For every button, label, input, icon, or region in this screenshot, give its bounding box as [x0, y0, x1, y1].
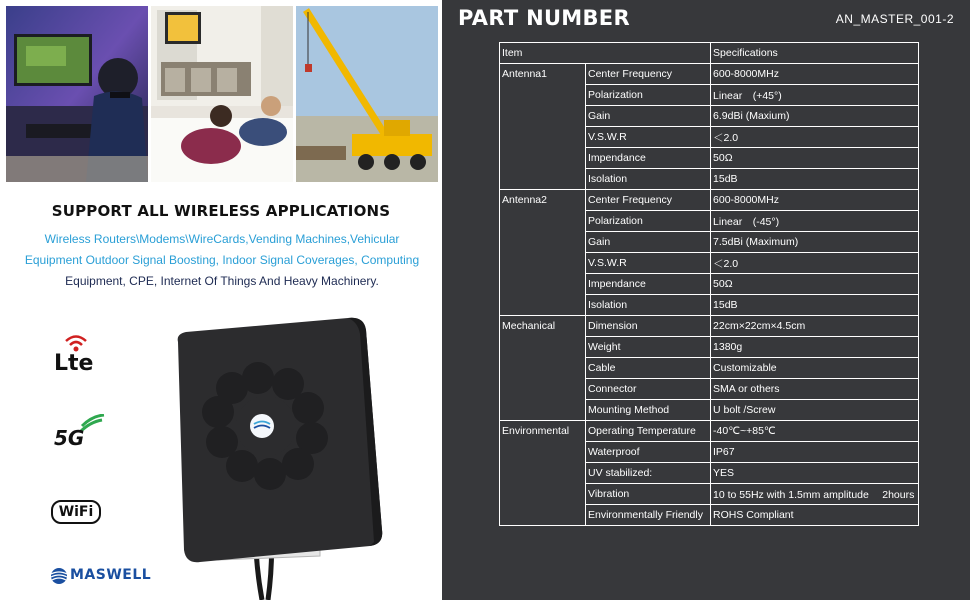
spec-parameter: Center Frequency — [586, 190, 711, 211]
table-row — [500, 316, 919, 337]
spec-parameter: V.S.W.R — [586, 127, 711, 148]
spec-value: 22cm×22cm×4.5cm — [711, 316, 919, 337]
spec-parameter: Cable — [586, 358, 711, 379]
5g-logo-text: 5G — [54, 426, 85, 450]
gaming-photo — [6, 6, 148, 182]
spec-value: ＜2.0 — [711, 253, 919, 274]
spec-parameter: UV stabilized: — [586, 463, 711, 484]
spec-parameter: Vibration — [586, 484, 711, 505]
spec-value: 1380g — [711, 337, 919, 358]
spec-parameter: Impendance — [586, 274, 711, 295]
spec-value: 50Ω — [711, 148, 919, 169]
description-line: Equipment Outdoor Signal Boosting, Indoor Signal Coverages, Computing — [24, 253, 420, 267]
spec-parameter: Gain — [586, 232, 711, 253]
spec-parameter: Center Frequency — [586, 64, 711, 85]
spec-value: SMA or others — [711, 379, 919, 400]
spec-group-name: Antenna2 — [500, 190, 586, 316]
spec-parameter: Impendance — [586, 148, 711, 169]
spec-parameter: Weight — [586, 337, 711, 358]
spec-value: Linear (-45°) — [711, 211, 919, 232]
spec-parameter: Polarization — [586, 85, 711, 106]
header-specifications: Specifications — [711, 43, 919, 64]
applications-description — [10, 229, 434, 292]
table-row — [500, 421, 919, 442]
antenna-product-image — [170, 316, 390, 600]
lte-signal-icon — [52, 334, 102, 352]
spec-value: ＜2.0 — [711, 127, 919, 148]
spec-parameter: Polarization — [586, 211, 711, 232]
spec-parameter: V.S.W.R — [586, 253, 711, 274]
spec-value: U bolt /Screw — [711, 400, 919, 421]
spec-value: ROHS Compliant — [711, 505, 919, 526]
wifi-logo-frame — [51, 500, 101, 524]
spec-value: 600-8000MHz — [711, 64, 919, 85]
spec-value: IP67 — [711, 442, 919, 463]
description-line: Equipment, CPE, Internet Of Things And Heavy Machinery. — [65, 274, 379, 288]
spec-parameter: Environmentally Friendly — [586, 505, 711, 526]
5g-logo — [54, 414, 106, 450]
spec-parameter: Waterproof — [586, 442, 711, 463]
spec-group-name: Environmental — [500, 421, 586, 526]
lte-logo — [52, 334, 102, 380]
spec-value: Linear (+45°) — [711, 85, 919, 106]
spec-value: 600-8000MHz — [711, 190, 919, 211]
header-item: Item — [500, 43, 711, 64]
spec-group-name: Mechanical — [500, 316, 586, 421]
lte-logo-text: Lte — [54, 351, 94, 376]
table-row — [500, 190, 919, 211]
part-number-code: AN_MASTER_001-2 — [835, 12, 954, 26]
spec-parameter: Isolation — [586, 169, 711, 190]
spec-parameter: Gain — [586, 106, 711, 127]
maswell-globe-icon — [50, 567, 68, 585]
spec-value: 15dB — [711, 295, 919, 316]
wifi-logo — [51, 500, 101, 524]
table-header-row — [500, 43, 919, 64]
maswell-logo-text: MASWELL — [70, 567, 152, 583]
spec-value: 7.5dBi (Maximum) — [711, 232, 919, 253]
spec-value: 10 to 55Hz with 1.5mm amplitude 2hours — [711, 484, 919, 505]
spec-table — [499, 42, 919, 526]
crane-photo — [296, 6, 438, 182]
spec-parameter: Operating Temperature — [586, 421, 711, 442]
table-row — [500, 64, 919, 85]
applications-headline: SUPPORT ALL WIRELESS APPLICATIONS — [51, 202, 391, 220]
spec-parameter: Dimension — [586, 316, 711, 337]
spec-group-name: Antenna1 — [500, 64, 586, 190]
spec-panel — [442, 0, 970, 600]
spec-value: 6.9dBi (Maxium) — [711, 106, 919, 127]
spec-value: -40℃~+85℃ — [711, 421, 919, 442]
spec-parameter: Isolation — [586, 295, 711, 316]
spec-value: 15dB — [711, 169, 919, 190]
spec-value: Customizable — [711, 358, 919, 379]
part-number-title: PART NUMBER — [458, 6, 630, 30]
spec-parameter: Connector — [586, 379, 711, 400]
wifi-logo-text: WiFi — [58, 504, 94, 520]
spec-parameter: Mounting Method — [586, 400, 711, 421]
spec-value: 50Ω — [711, 274, 919, 295]
product-image-panel — [0, 0, 442, 600]
maswell-logo — [50, 566, 180, 586]
description-line: Wireless Routers\Modems\WireCards,Vending Machines,Vehicular — [44, 232, 400, 246]
spec-value: YES — [711, 463, 919, 484]
living-room-photo — [151, 6, 293, 182]
